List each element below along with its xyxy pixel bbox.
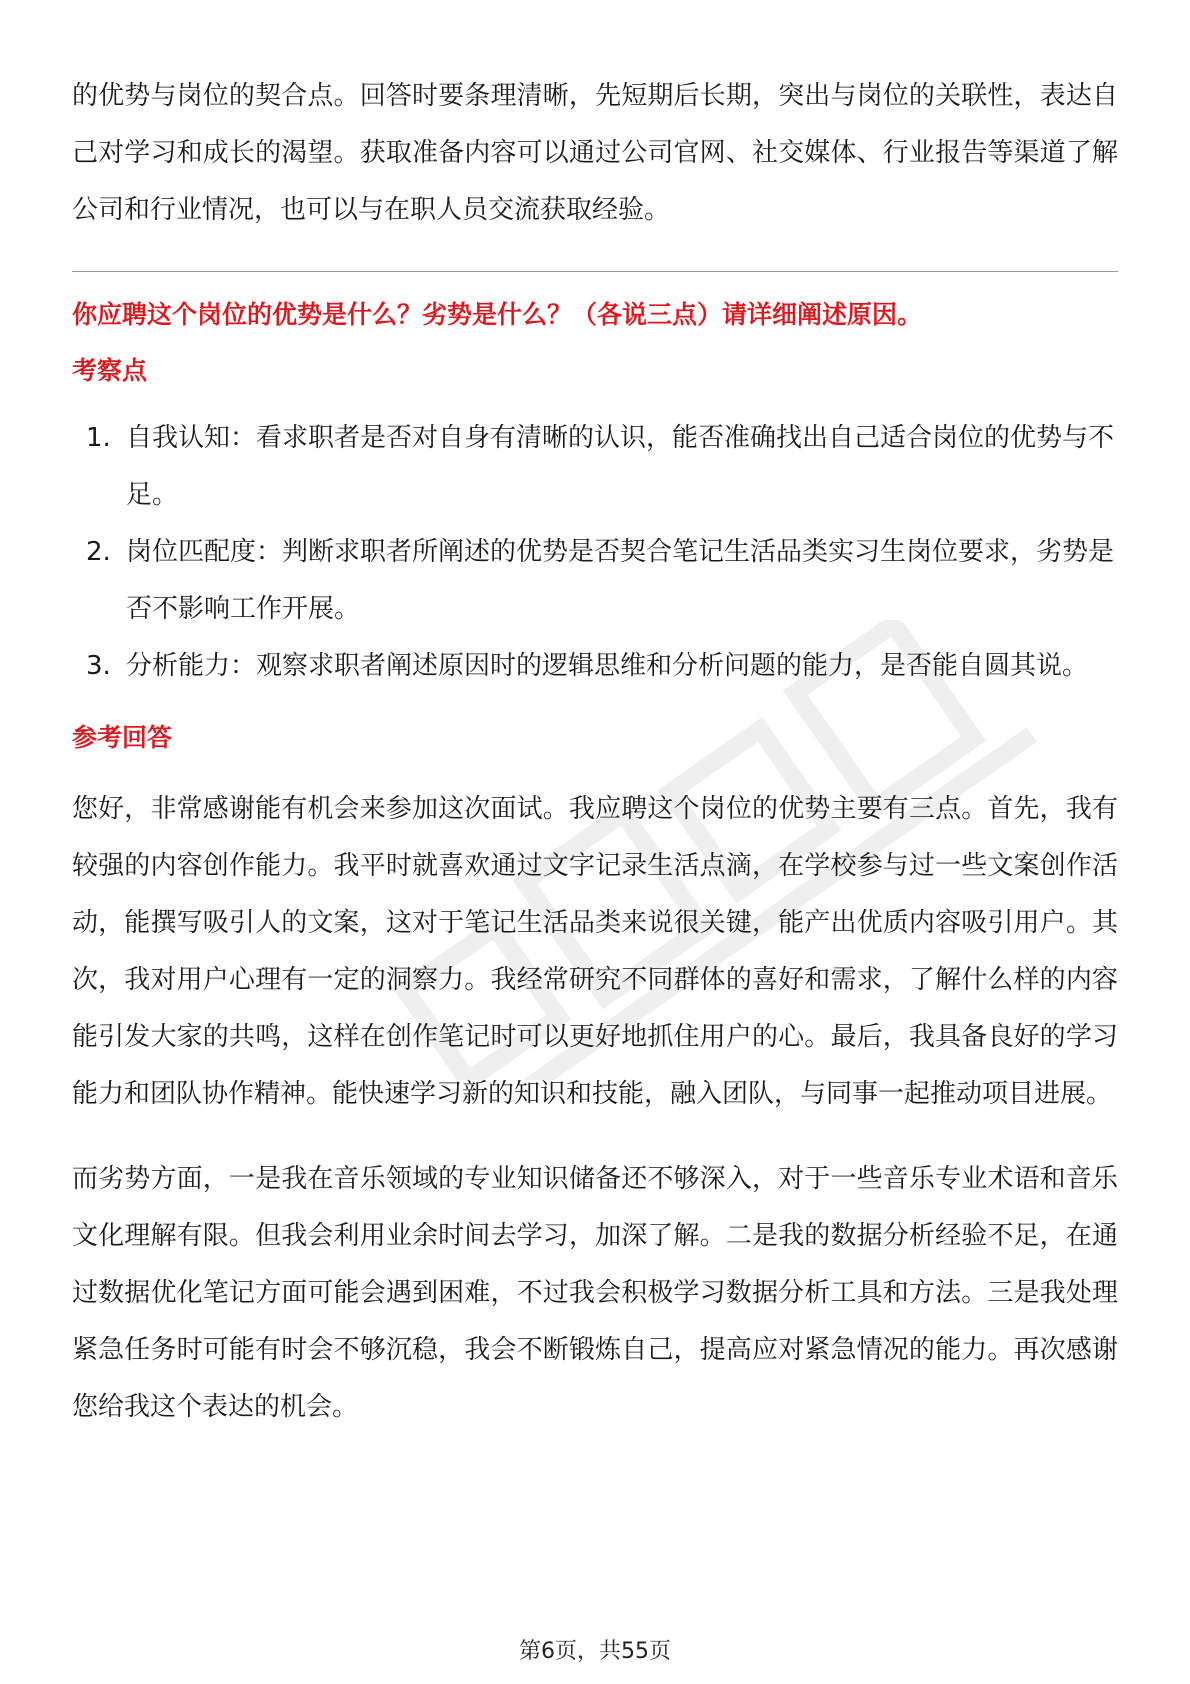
section-divider: [72, 271, 1118, 272]
assessment-heading: 考察点: [72, 356, 148, 385]
intro-paragraph: 的优势与岗位的契合点。回答时要条理清晰，先短期后长期，突出与岗位的关联性，表达自己对学习和成长的渴望。获取准备内容可以通过公司官网、社交媒体、行业报告等渠道了解公司和行业情况，也可以与在职人员交流获取经验。: [72, 81, 1118, 225]
page-number: 第6页，共55页: [519, 1639, 671, 1664]
list-item: 1. 自我认知：看求职者是否对自身有清晰的认识，能否准确找出自己适合岗位的优势与不足。: [86, 423, 1115, 510]
answer-paragraph-weaknesses: 而劣势方面，一是我在音乐领域的专业知识储备还不够深入，对于一些音乐专业术语和音乐文化理解有限。但我会利用业余时间去学习，加深了解。二是我的数据分析经验不足，在通过数据优化笔记方面可能会遇到困难，不过我会积极学习数据分析工具和方法。三是我处理紧急任务时可能有时会不够沉稳，我会不断锻炼自己，提高应对紧急情况的能力。再次感谢您给我这个表达的机会。: [72, 1164, 1118, 1422]
assessment-list: [72, 410, 1118, 695]
list-item: 3. 分析能力：观察求职者阐述原因时的逻辑思维和分析问题的能力，是否能自圆其说。: [86, 651, 1089, 681]
reference-heading: 参考回答: [72, 723, 173, 752]
page-content: [72, 68, 1118, 1436]
answer-paragraph-strengths: 您好，非常感谢能有机会来参加这次面试。我应聘这个岗位的优势主要有三点。首先，我有较强的内容创作能力。我平时就喜欢通过文字记录生活点滴，在学校参与过一些文案创作活动，能撰写吸引人的文案，这对于笔记生活品类来说很关键，能产出优质内容吸引用户。其次，我对用户心理有一定的洞察力。我经常研究不同群体的喜好和需求，了解什么样的内容能引发大家的共鸣，这样在创作笔记时可以更好地抓住用户的心。最后，我具备良好的学习能力和团队协作精神。能快速学习新的知识和技能，融入团队，与同事一起推动项目进展。: [72, 794, 1118, 1109]
question-title: 你应聘这个岗位的优势是什么？劣势是什么？（各说三点）请详细阐述原因。: [72, 300, 923, 329]
reference-answer: [72, 781, 1118, 1436]
list-item: 2. 岗位匹配度：判断求职者所阐述的优势是否契合笔记生活品类实习生岗位要求，劣势是否不影响工作开展。: [86, 537, 1115, 624]
